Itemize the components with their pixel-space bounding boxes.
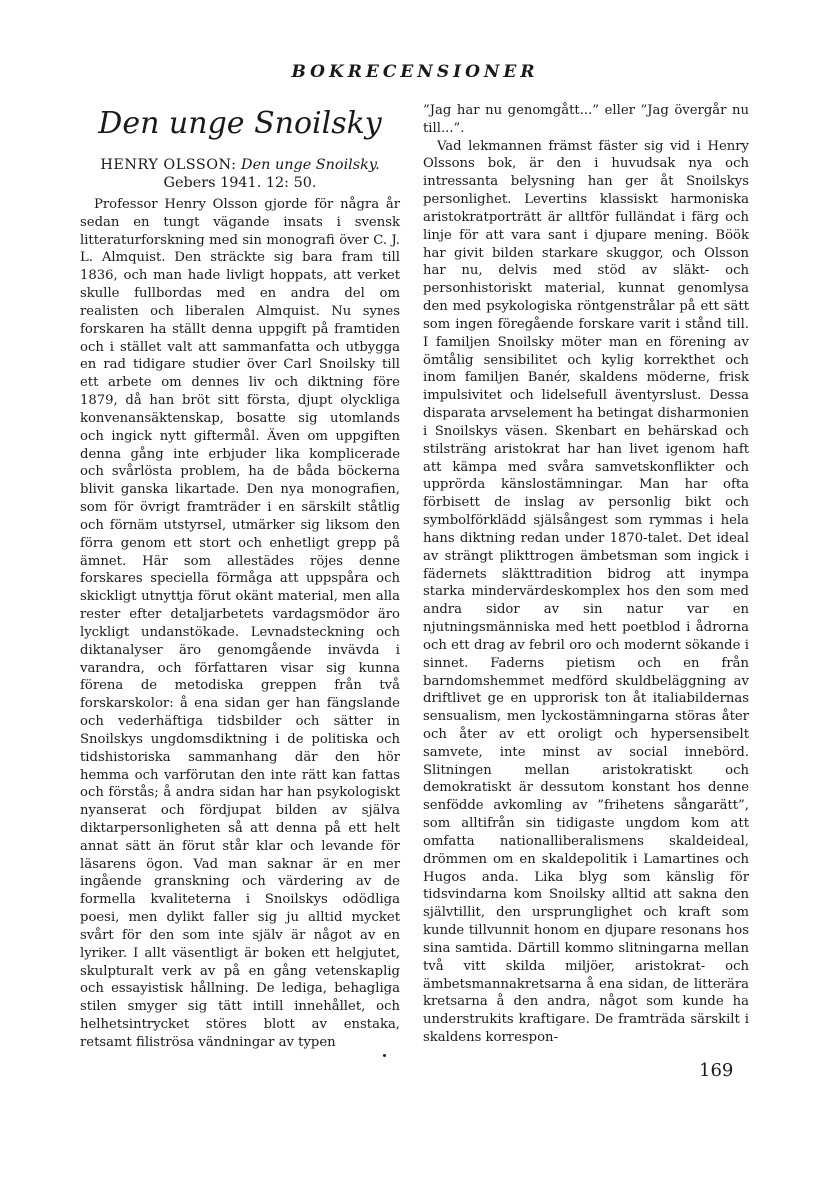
separator-dot — [383, 1054, 386, 1057]
right-body-quote: ”Jag har nu genomgått...” eller ”Jag övergår nu till...”. — [423, 103, 749, 136]
article-title: Den unge Snoilsky — [98, 106, 382, 141]
section-heading: BOKRECENSIONER — [291, 62, 539, 82]
left-body-paragraph: Professor Henry Olsson gjorde för några år sedan en tungt vägande insats i svensk litteraturforskning med sin monografi över C. J. L. Almquist. Den sträckte sig bara fram till 1836, och man hade livligt hoppats, att verket skulle fullbordas med en andra del om realisten och liberalen Almquist. Nu synes forskaren ha ställt denna uppgift på framtiden och i stället valt att sammanfatta och utbygga en rad tidigare studier över Carl Snoilsky till ett arbete om dennes liv och diktning före 1879, då han bröt sitt första, djupt olyckliga konvenansäktenskap, bosatte sig utomlands och ingick nytt giftermål. Även om uppgiften denna gång inte erbjuder lika komplicerade och svårlösta problem, ha de båda böckerna blivit ganska likartade. Den nya monografien, som för övrigt framträder i en särskilt ståtlig och förnäm utstyrsel, utmärker sig liksom den förra genom ett stort och enhetligt grepp på ämnet. Här som allestädes röjes denne forskares speciella förmåga att uppspåra och skickligt utnyttja förut okänt material, men alla rester efter detaljarbetets vardagsmödor äro lyckligt undanstökade. Levnadsteckning och diktanalyser äro genomgående invävda i varandra, och författaren visar sig kunna förena de metodiska greppen från två forskarskolor: å ena sidan ger han fängslande och vederhäftiga tidsbilder och sätter in Snoilskys ungdomsdiktning i de politiska och tidshistoriska sammanhang där den hör hemma och varförutan den inte rätt kan fattas och förstås; å andra sidan har han psykologiskt nyanserat och fördjupat bilden av själva diktarpersonligheten så att denna på ett helt annat sätt än förut står klar och levande för läsarens ögon. Vad man saknar är en mer ingående granskning och värdering av de formella kvaliteterna i Snoilskys odödliga poesi, men dylikt faller sig ju alltid mycket svårt för den som inte själv är något av en lyriker. I allt väsentligt är boken ett helgjutet, skulpturalt verk av på en gång vetenskaplig och essayistisk hållning. De lediga, behagliga stilen smyger sig tätt intill innehållet, och helhetsintrycket störes blott av enstaka, retsamt filiströsa vändningar av typen — [80, 197, 400, 1050]
right-column — [423, 102, 749, 1047]
citation-publisher: Gebers 1941. 12: 50. — [163, 175, 317, 191]
left-column — [80, 102, 400, 1052]
book-citation — [80, 156, 400, 192]
citation-author: HENRY OLSSON: — [100, 157, 237, 173]
citation-book-title: Den unge Snoilsky. — [241, 157, 380, 173]
page-number: 169 — [699, 1060, 734, 1081]
right-body-paragraph: Vad lekmannen främst fäster sig vid i Henry Olssons bok, är den i huvudsak nya och intressanta belysning han ger åt Snoilskys personlighet. Levertins klassiskt harmoniska aristokratporträtt är alltför fulländat i färg och linje för att vara sant i djupare mening. Böök har givit bilden starkare skuggor, och Olsson har nu, delvis med stöd av släkt- och personhistoriskt material, kunnat genomlysa den med psykologiska röntgenstrålar på ett sätt som ingen föregående forskare varit i stånd till. I familjen Snoilsky möter man en förening av ömtålig sensibilitet och kylig korrekthet och inom familjen Banér, skaldens möderne, frisk impulsivitet och lidelsefull äventyrslust. Dessa disparata arvselement ha betingat disharmonien i Snoilskys väsen. Skenbart en behärskad och stilsträng aristokrat har han livet igenom haft att kämpa med svåra samvetskonflikter och upprörda känslostämningar. Man har ofta förbisett de inslag av personlig bikt och symbolförklädd själsångest som rymmas i hela hans diktning redan under 1870-talet. Det ideal av strängt plikttrogen ämbetsman som ingick i fädernets släkttradition bidrog att inympa starka mindervärdeskomplex hos den som med andra sidor av sin natur var en njutningsmänniska med hett poetblod i ådrorna och ett drag av febril oro och modernt sökande i sinnet. Faderns pietism och en från barndomshemmet medförd skuldbeläggning av driftlivet ge en upprorisk ton åt italiabildernas sensualism, men lyckostämningarna störas åter och åter av ett oroligt och hypersensibelt samvete, inte minst av social innebörd. Slitningen mellan aristokratiskt och demokratiskt är dessutom konstant hos denne senfödde avkomling av ”frihetens sångarätt”, som alltifrån sin tidigaste ungdom kom att omfatta nationalliberalismens skaldeideal, drömmen om en skaldepolitik i Lamartines och Hugos anda. Lika blyg som känslig för tidsvindarna kom Snoilsky alltid att sakna den självtillit, den ursprunglighet och kraft som kunde tillvunnit honom en djupare resonans hos sina samtida. Därtill kommo slitningarna mellan två vitt skilda miljöer, aristokrat- och ämbetsmannakretsarna å ena sidan, de litterära kretsarna å den andra, något som kunde ha understrukits kraftigare. De framträda särskilt i skaldens korrespon- — [423, 138, 749, 1046]
